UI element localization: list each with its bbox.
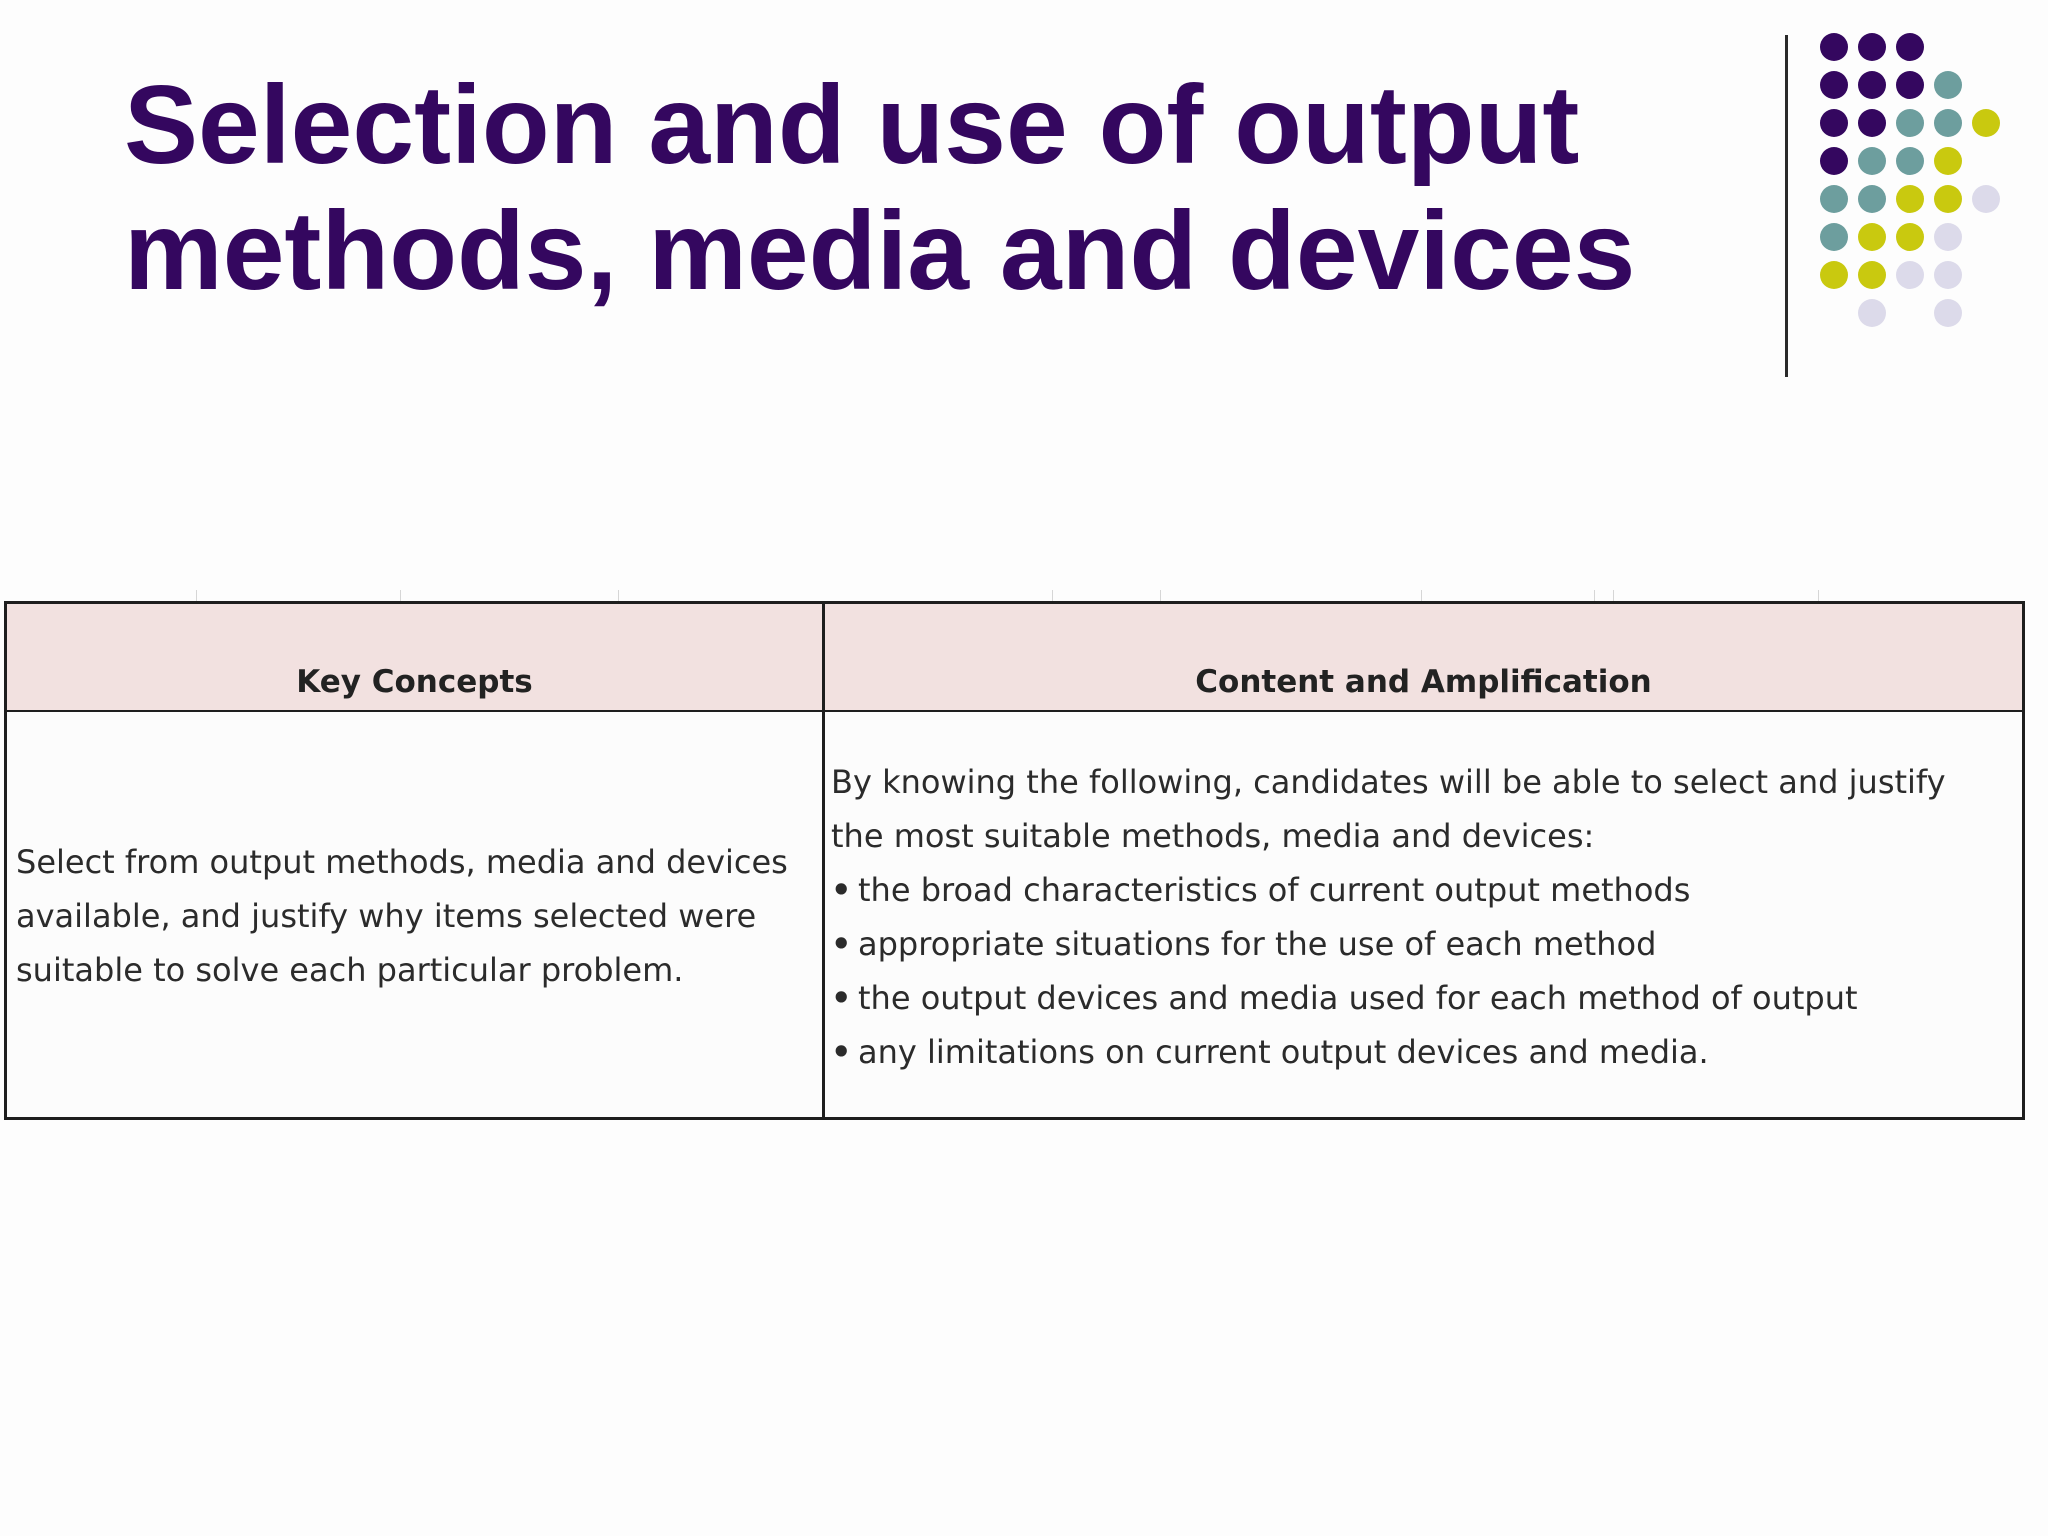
title-divider-line (1785, 35, 1788, 377)
bullet-text: the broad characteristics of current output methods (858, 871, 1691, 909)
decor-dot-lime (1972, 109, 2000, 137)
bullet-marker: • (831, 925, 852, 963)
decor-dot-teal (1820, 223, 1848, 251)
column-divider (822, 604, 825, 1117)
decor-dot-lime (1820, 261, 1848, 289)
decor-dot-purple (1858, 71, 1886, 99)
content-bullet-item (831, 917, 1946, 971)
content-intro-line: the most suitable methods, media and devices: (831, 817, 1595, 855)
slide-title-line-1: Selection and use of output (124, 63, 1580, 187)
bullet-text: appropriate situations for the use of each method (858, 925, 1657, 963)
decor-dot-lime (1934, 185, 1962, 213)
bullet-marker: • (831, 979, 852, 1017)
decor-dot-purple (1820, 147, 1848, 175)
bullet-text: the output devices and media used for each method of output (858, 979, 1858, 1017)
decor-dot-purple (1820, 33, 1848, 61)
key-concepts-line: available, and justify why items selected were (16, 897, 757, 935)
table-header-row (7, 604, 2022, 712)
decor-dot-teal (1858, 147, 1886, 175)
decorative-dot-grid (1820, 26, 2040, 346)
content-bullet-item (831, 971, 1946, 1025)
decor-dot-lavender (1896, 261, 1924, 289)
decor-dot-teal (1934, 109, 1962, 137)
key-concepts-line: Select from output methods, media and devices (16, 843, 788, 881)
decor-dot-purple (1858, 33, 1886, 61)
header-key-concepts: Key Concepts (296, 664, 533, 700)
content-bullet-item (831, 863, 1946, 917)
decor-dot-lime (1858, 261, 1886, 289)
decor-dot-purple (1896, 33, 1924, 61)
slide-title (124, 62, 1684, 314)
decor-dot-purple (1820, 109, 1848, 137)
decor-dot-teal (1934, 71, 1962, 99)
decor-dot-lavender (1934, 299, 1962, 327)
key-concepts-cell (16, 835, 788, 997)
header-content-amplification: Content and Amplification (1195, 664, 1652, 700)
decor-dot-teal (1820, 185, 1848, 213)
decor-dot-lime (1858, 223, 1886, 251)
decor-dot-lime (1896, 185, 1924, 213)
decor-dot-teal (1896, 109, 1924, 137)
decor-dot-purple (1896, 71, 1924, 99)
slide-title-line-2: methods, media and devices (124, 189, 1636, 313)
decor-dot-lime (1934, 147, 1962, 175)
bullet-marker: • (831, 1033, 852, 1071)
key-concepts-line: suitable to solve each particular problem. (16, 951, 684, 989)
bullet-marker: • (831, 871, 852, 909)
decor-dot-lavender (1934, 261, 1962, 289)
content-intro-line: By knowing the following, candidates will be able to select and justify (831, 763, 1946, 801)
decor-dot-lavender (1934, 223, 1962, 251)
decor-dot-lime (1896, 223, 1924, 251)
decor-dot-lavender (1858, 299, 1886, 327)
decor-dot-teal (1858, 185, 1886, 213)
bullet-text: any limitations on current output devices and media. (858, 1033, 1709, 1071)
decor-dot-lavender (1972, 185, 2000, 213)
decor-dot-purple (1858, 109, 1886, 137)
content-bullet-item (831, 1025, 1946, 1079)
content-amplification-cell (831, 755, 1946, 1079)
decor-dot-teal (1896, 147, 1924, 175)
curriculum-table (4, 601, 2025, 1120)
decor-dot-purple (1820, 71, 1848, 99)
